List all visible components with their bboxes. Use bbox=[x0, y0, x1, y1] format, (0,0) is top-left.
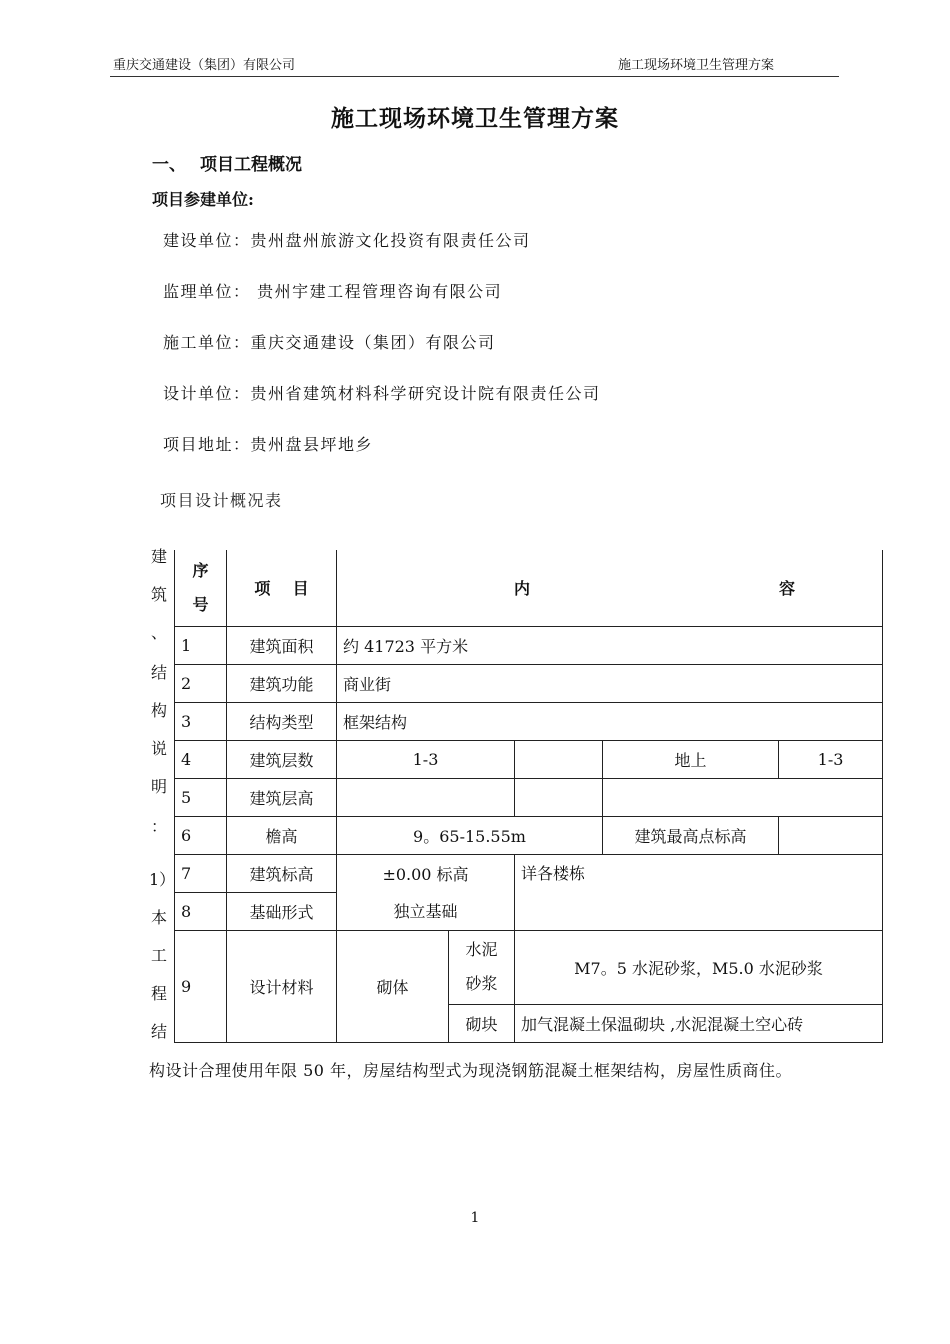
row-value: 9。65-15.55m bbox=[337, 816, 603, 854]
row-item: 结构类型 bbox=[227, 702, 337, 740]
row-no: 4 bbox=[175, 740, 227, 778]
builder-line: 建设单位：贵州盘州旅游文化投资有限责任公司 bbox=[163, 231, 531, 250]
row-no: 9 bbox=[175, 930, 227, 1042]
table-row bbox=[175, 930, 883, 1004]
header-doc-title: 施工现场环境卫生管理方案 bbox=[618, 58, 775, 73]
row-item: 建筑层高 bbox=[227, 778, 337, 816]
table-row bbox=[175, 778, 883, 816]
header-content-1: 内 bbox=[513, 579, 530, 599]
table-row bbox=[175, 816, 883, 854]
row-value: 1-3 bbox=[337, 740, 515, 778]
row-no: 7 bbox=[175, 854, 227, 892]
side-char: 明 bbox=[150, 777, 167, 796]
header-company: 重庆交通建设（集团）有限公司 bbox=[113, 58, 296, 73]
row-no: 1 bbox=[175, 626, 227, 664]
row-value: 独立基础 bbox=[337, 892, 515, 930]
row-value: 商业街 bbox=[337, 664, 883, 702]
section-title: 项目工程概况 bbox=[200, 155, 302, 175]
row-sub: 砌体 bbox=[337, 930, 449, 1042]
row-block-label: 砌块 bbox=[449, 1004, 515, 1042]
side-char: 说 bbox=[150, 739, 167, 758]
row-no: 6 bbox=[175, 816, 227, 854]
row-item: 建筑功能 bbox=[227, 664, 337, 702]
row-mortar-label: 水泥 砂浆 bbox=[449, 930, 515, 1004]
section-number: 一、 bbox=[152, 155, 186, 175]
row-label: 地上 bbox=[603, 740, 779, 778]
side-char: 构 bbox=[150, 701, 167, 720]
row-value-2: 1-3 bbox=[779, 740, 883, 778]
side-char: 1） bbox=[149, 870, 176, 889]
row-value: 约 41723 平方米 bbox=[337, 626, 883, 664]
design-overview-table bbox=[174, 550, 883, 1043]
address-line: 项目地址：贵州盘县坪地乡 bbox=[163, 435, 374, 454]
row-item: 建筑层数 bbox=[227, 740, 337, 778]
page-number: 1 bbox=[470, 1210, 480, 1226]
table-row bbox=[175, 740, 883, 778]
side-char: 结 bbox=[150, 1022, 167, 1041]
row-empty bbox=[337, 778, 515, 816]
side-char: 建 bbox=[150, 547, 167, 566]
row-item: 建筑标高 bbox=[227, 854, 337, 892]
side-char: 结 bbox=[150, 663, 167, 682]
supervisor-line: 监理单位： 贵州宇建工程管理咨询有限公司 bbox=[163, 282, 503, 301]
row-empty bbox=[603, 778, 883, 816]
side-char: 本 bbox=[150, 908, 167, 927]
participants-heading: 项目参建单位: bbox=[152, 190, 254, 209]
side-char: 程 bbox=[150, 984, 167, 1003]
table-header-row bbox=[175, 550, 883, 626]
row-item: 檐高 bbox=[227, 816, 337, 854]
table-row bbox=[175, 702, 883, 740]
row-block-value: 加气混凝土保温砌块 ,水泥混凝土空心砖 bbox=[515, 1004, 883, 1042]
row-value: 框架结构 bbox=[337, 702, 883, 740]
row-no: 2 bbox=[175, 664, 227, 702]
row-value: ±0.00 标高 bbox=[337, 854, 515, 892]
header-item: 项 目 bbox=[227, 550, 337, 626]
contractor-line: 施工单位：重庆交通建设（集团）有限公司 bbox=[163, 333, 496, 352]
row-item: 建筑面积 bbox=[227, 626, 337, 664]
side-char: 工 bbox=[150, 946, 167, 965]
row-note: 详各楼栋 bbox=[515, 854, 883, 930]
header-content-2: 容 bbox=[778, 579, 795, 599]
structure-paragraph: 构设计合理使用年限 50 年，房屋结构型式为现浇钢筋混凝土框架结构，房屋性质商住。 bbox=[149, 1061, 793, 1080]
table-row bbox=[175, 626, 883, 664]
table-caption: 项目设计概况表 bbox=[160, 491, 283, 510]
table-row bbox=[175, 664, 883, 702]
row-mortar-value: M7。5 水泥砂浆，M5.0 水泥砂浆 bbox=[515, 930, 883, 1004]
header-seq: 序 号 bbox=[175, 550, 227, 626]
page-title: 施工现场环境卫生管理方案 bbox=[331, 105, 619, 132]
header-content bbox=[337, 550, 883, 626]
side-char: 筑 bbox=[150, 585, 167, 604]
header-divider bbox=[110, 76, 839, 77]
section-heading bbox=[152, 150, 302, 175]
row-empty bbox=[779, 816, 883, 854]
row-item: 基础形式 bbox=[227, 892, 337, 930]
row-label: 建筑最高点标高 bbox=[603, 816, 779, 854]
row-no: 8 bbox=[175, 892, 227, 930]
table-row bbox=[175, 854, 883, 892]
side-char: ： bbox=[150, 817, 167, 836]
row-no: 3 bbox=[175, 702, 227, 740]
row-no: 5 bbox=[175, 778, 227, 816]
designer-line: 设计单位：贵州省建筑材料科学研究设计院有限责任公司 bbox=[163, 384, 601, 403]
row-empty bbox=[515, 778, 603, 816]
row-empty bbox=[515, 740, 603, 778]
row-item: 设计材料 bbox=[227, 930, 337, 1042]
side-char: 、 bbox=[150, 623, 167, 642]
